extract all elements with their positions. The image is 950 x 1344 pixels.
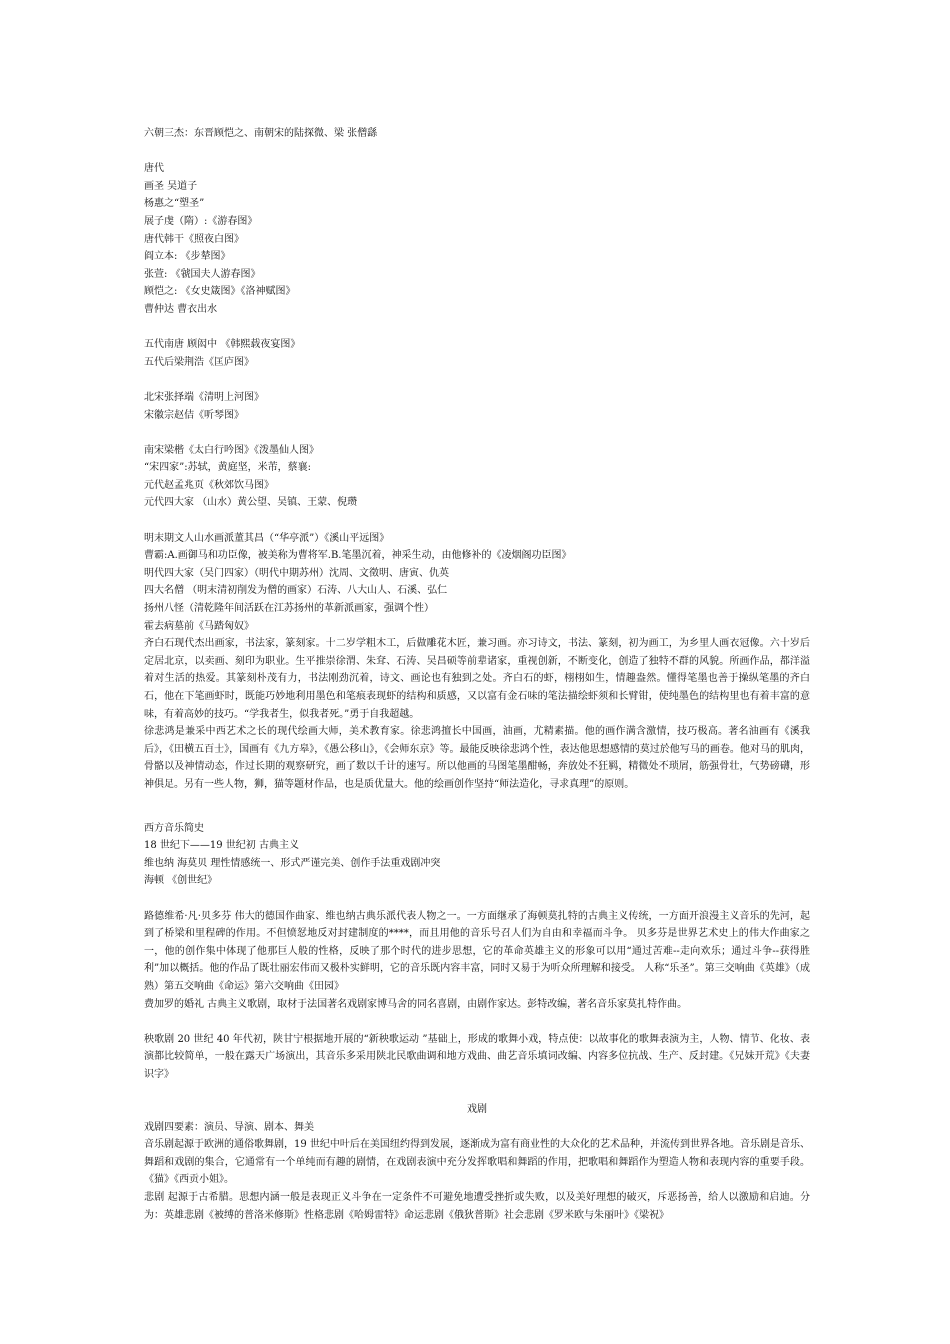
text-line: 南宋梁楷《太白行吟图》《泼墨仙人图》 — [144, 444, 319, 456]
tang-section — [144, 160, 810, 318]
ming-qing-section — [144, 530, 810, 794]
spacer — [144, 319, 810, 337]
text-line: 扬州八怪（清乾隆年间活跃在江苏扬州的革新派画家，强调个性） — [144, 603, 434, 615]
drama-section — [144, 1101, 810, 1224]
spacer — [144, 512, 810, 530]
paragraph-beethoven: 路德维希·凡·贝多芬 伟大的德国作曲家、维也纳古典乐派代表人物之一。一方面继承了海顿莫扎特的古典主义传统，一方面开浪漫主义音乐的先河，起到了桥梁和里程碑的作用。不但愤恏地反对封建制度的****，而且用他的音乐号召人们为自由和幸福而斗争。 贝多芬是世界艺术史上的伟大作曲家之一，他的创作集中体现了他那巨人般的性格，反映了那个时代的进步思想，它的革命英雄主义的形象可以用“通过苦难--走向欢乐；通过斗争--获得胜利”加以概括。他的作品了既壮丽宏伟而又极朴实鲜明，它的音乐既内容丰富，同时又易于为听众所理解和接受。 人称“乐圣”。第三交响曲《英雄》（成熟）第五交响曲《命运》第六交响曲《田园》 — [144, 910, 810, 992]
section-heading-western-music: 西方音乐简史 — [144, 822, 204, 834]
text-line: 明末期文人山水画派董其昌（“华亭派”）《溪山平远图》 — [144, 532, 390, 544]
text-line: “宋四家”:苏轼，黄庭坚，米芾，蔡襄: — [144, 462, 311, 474]
text-line: 曹仲达 曹衣出水 — [144, 303, 218, 315]
north-song-section — [144, 389, 810, 424]
section-heading-tang: 唐代 — [144, 163, 164, 175]
spacer — [144, 1083, 810, 1101]
spacer — [144, 794, 810, 820]
spacer — [144, 424, 810, 442]
text-line: 杨惠之“塑圣” — [144, 198, 205, 210]
text-line: 宋徽宗赵佶《听琴图》 — [144, 409, 244, 421]
text-line: 海顿 《创世纪》 — [144, 875, 218, 887]
text-line: 元代四大家 （山水）黄公望、吴镇、王蒙、倪瓒 — [144, 497, 358, 509]
spacer — [144, 371, 810, 389]
section-heading-drama: 戏剧 — [467, 1104, 487, 1116]
spacer — [144, 143, 810, 161]
paragraph-musical: 音乐剧起源于欧洲的通俗歌舞剧，19 世纪中叶后在美国纽约得到发展，逐渐成为富有商业性的大众化的艺术品种，并流传到世界各地。音乐剧是音乐、舞蹈和戏剧的集合，它通常有一个单纯而有趣的剧情，在戏剧表演中充分发挥歌唱和舞蹈的作用，把歌唱和舞蹈作为塑造人物和表现内容的重要手段。《猫》《西贡小姐》。 — [144, 1139, 810, 1186]
text-line: 阎立本: 《步辇图》 — [144, 251, 231, 263]
text-line: 唐代韩干《照夜白图》 — [144, 233, 244, 245]
text-line: 霍去病墓前《马踏匈奴》 — [144, 620, 254, 632]
south-song-yuan-section — [144, 442, 810, 512]
text-line: 五代后梁荆浩《匡庐图》 — [144, 356, 254, 368]
intro-line: 六朝三杰：东晋顾恺之、南朝宋的陆探微、梁 张僧繇 — [144, 128, 378, 139]
text-line: 五代南唐 顾闳中 《韩熙载夜宴图》 — [144, 339, 301, 351]
spacer — [144, 1013, 810, 1031]
spacer — [144, 890, 810, 908]
paragraph-xu-beihong: 徐悲鸿是兼采中西艺术之长的现代绘画大师，美术教育家。徐悲鸿擅长中国画，油画，尤精素描。他的画作满含激情，技巧极高。著名油画有《溪我后》，《田横五百士》，国画有《九方皋》，《愚公移山》，《会师东京》等。最能反映徐悲鸿个性，表达他思想感情的莫过於他写马的画卷。他对马的肌肉，骨骼以及神情动态，作过长期的观察研究，画了数以千计的速写。所以他画的马图笔墨酣畅，奔放处不狂羁，精微处不琐屑，筋强骨壮，气势磅礴，形神俱足。另有一些人物，狮，猫等题材作品，也是质优量大。他的绘画创作坚持“师法造化，寻求真理”的原则。 — [144, 726, 810, 790]
text-line: 北宋张择端《清明上河图》 — [144, 391, 264, 403]
text-line: 展子虔（隋）:《游春图》 — [144, 215, 258, 227]
text-line: 18 世纪下——19 世纪初 古典主义 — [144, 840, 299, 852]
text-line: 维也纳 海莫贝 理性情感统一、形式严谨完美、创作手法重戏剧冲突 — [144, 857, 441, 869]
document-page — [144, 125, 810, 1224]
western-music-section — [144, 820, 810, 1014]
paragraph-drama-elements: 戏剧四要素：演员、导演、剧本、舞美 — [144, 1121, 314, 1133]
text-line: 画圣 吴道子 — [144, 180, 198, 192]
five-dynasties-section — [144, 336, 810, 371]
paragraph-figaro: 费加罗的婚礼 古典主义歌剧，取材于法国著名戏剧家博马舍的同名喜剧，由剧作家达。彭特改编，著名音乐家莫扎特作曲。 — [144, 998, 688, 1010]
text-line: 明代四大家（吴门四家）（明代中期苏州）沈周、文徵明、唐寅、仇英 — [144, 567, 449, 579]
paragraph-yangge: 秧歌剧 20 世纪 40 年代初，陕甘宁根据地开展的“新秧歌运动 ”基础上，形成的歌舞小戏，特点使：以故事化的歌舞表演为主，人物、情节、化妆、表演都比较简单，一般在露天广场演出，其音乐多采用陕北民歌曲调和地方戏曲、曲艺音乐填词改编、内容多位抗战、生产、反封建。《兄妹开荒》《夫妻识字》 — [144, 1033, 810, 1080]
text-line: 曹霸:A.画御马和功臣像，被美称为曹将军.B.笔墨沉着，神采生动，由他修补的《凌烟阁功臣图》 — [144, 550, 572, 562]
text-line: 元代赵孟兆页《秋郊饮马图》 — [144, 479, 274, 491]
yangge-section — [144, 1031, 810, 1084]
paragraph-qi-baishi: 齐白石现代杰出画家，书法家，篆刻家。十二岁学粗木工，后做雕花木匠，兼习画。亦习诗文，书法、篆刻，初为画工，为乡里人画衣冠像。六十岁后定居北京，以卖画、刻印为职业。生平推崇徐渭、朱耷、石涛、吴昌硕等前辈诸家，重视创新，不断变化，创造了独特不群的风貌。所画作品，都洋溢着对生活的热爱。其篆刻朴茂有力，书法刚劲沉着，诗文、画论也有独到之处。齐白石的虾，栩栩如生，情趣盎然。懂得笔墨也善于操纵笔墨的齐白石，他在下笔画虾时，既能巧妙地利用墨色和笔痕表现虾的结构和质感，又以富有金石味的笔法描绘虾须和长臂钳，使纯墨色的结构里也有着丰富的意味，有着高妙的技巧。“学我者生，似我者死。”勇于自我超越。 — [144, 638, 810, 720]
text-line: 四大名僧 （明末清初削发为僧的画家）石涛、八大山人、石溪、弘仁 — [144, 585, 448, 597]
text-line: 顾恺之: 《女史箴图》《洛神赋图》 — [144, 286, 296, 298]
text-line: 张萱: 《虢国夫人游春图》 — [144, 268, 261, 280]
paragraph-tragedy: 悲剧 起源于古希腊。思想内涵一般是表现正义斗争在一定条件不可避免地遭受挫折或失败，以及美好理想的破灭，斥恶扬善，给人以激励和启迪。分为：英雄悲剧《被缚的普洛米修斯》性格悲剧《哈姆雷特》命运悲剧《俄狄普斯》社会悲剧《罗米欧与朱丽叶》《梁祝》 — [144, 1192, 810, 1221]
